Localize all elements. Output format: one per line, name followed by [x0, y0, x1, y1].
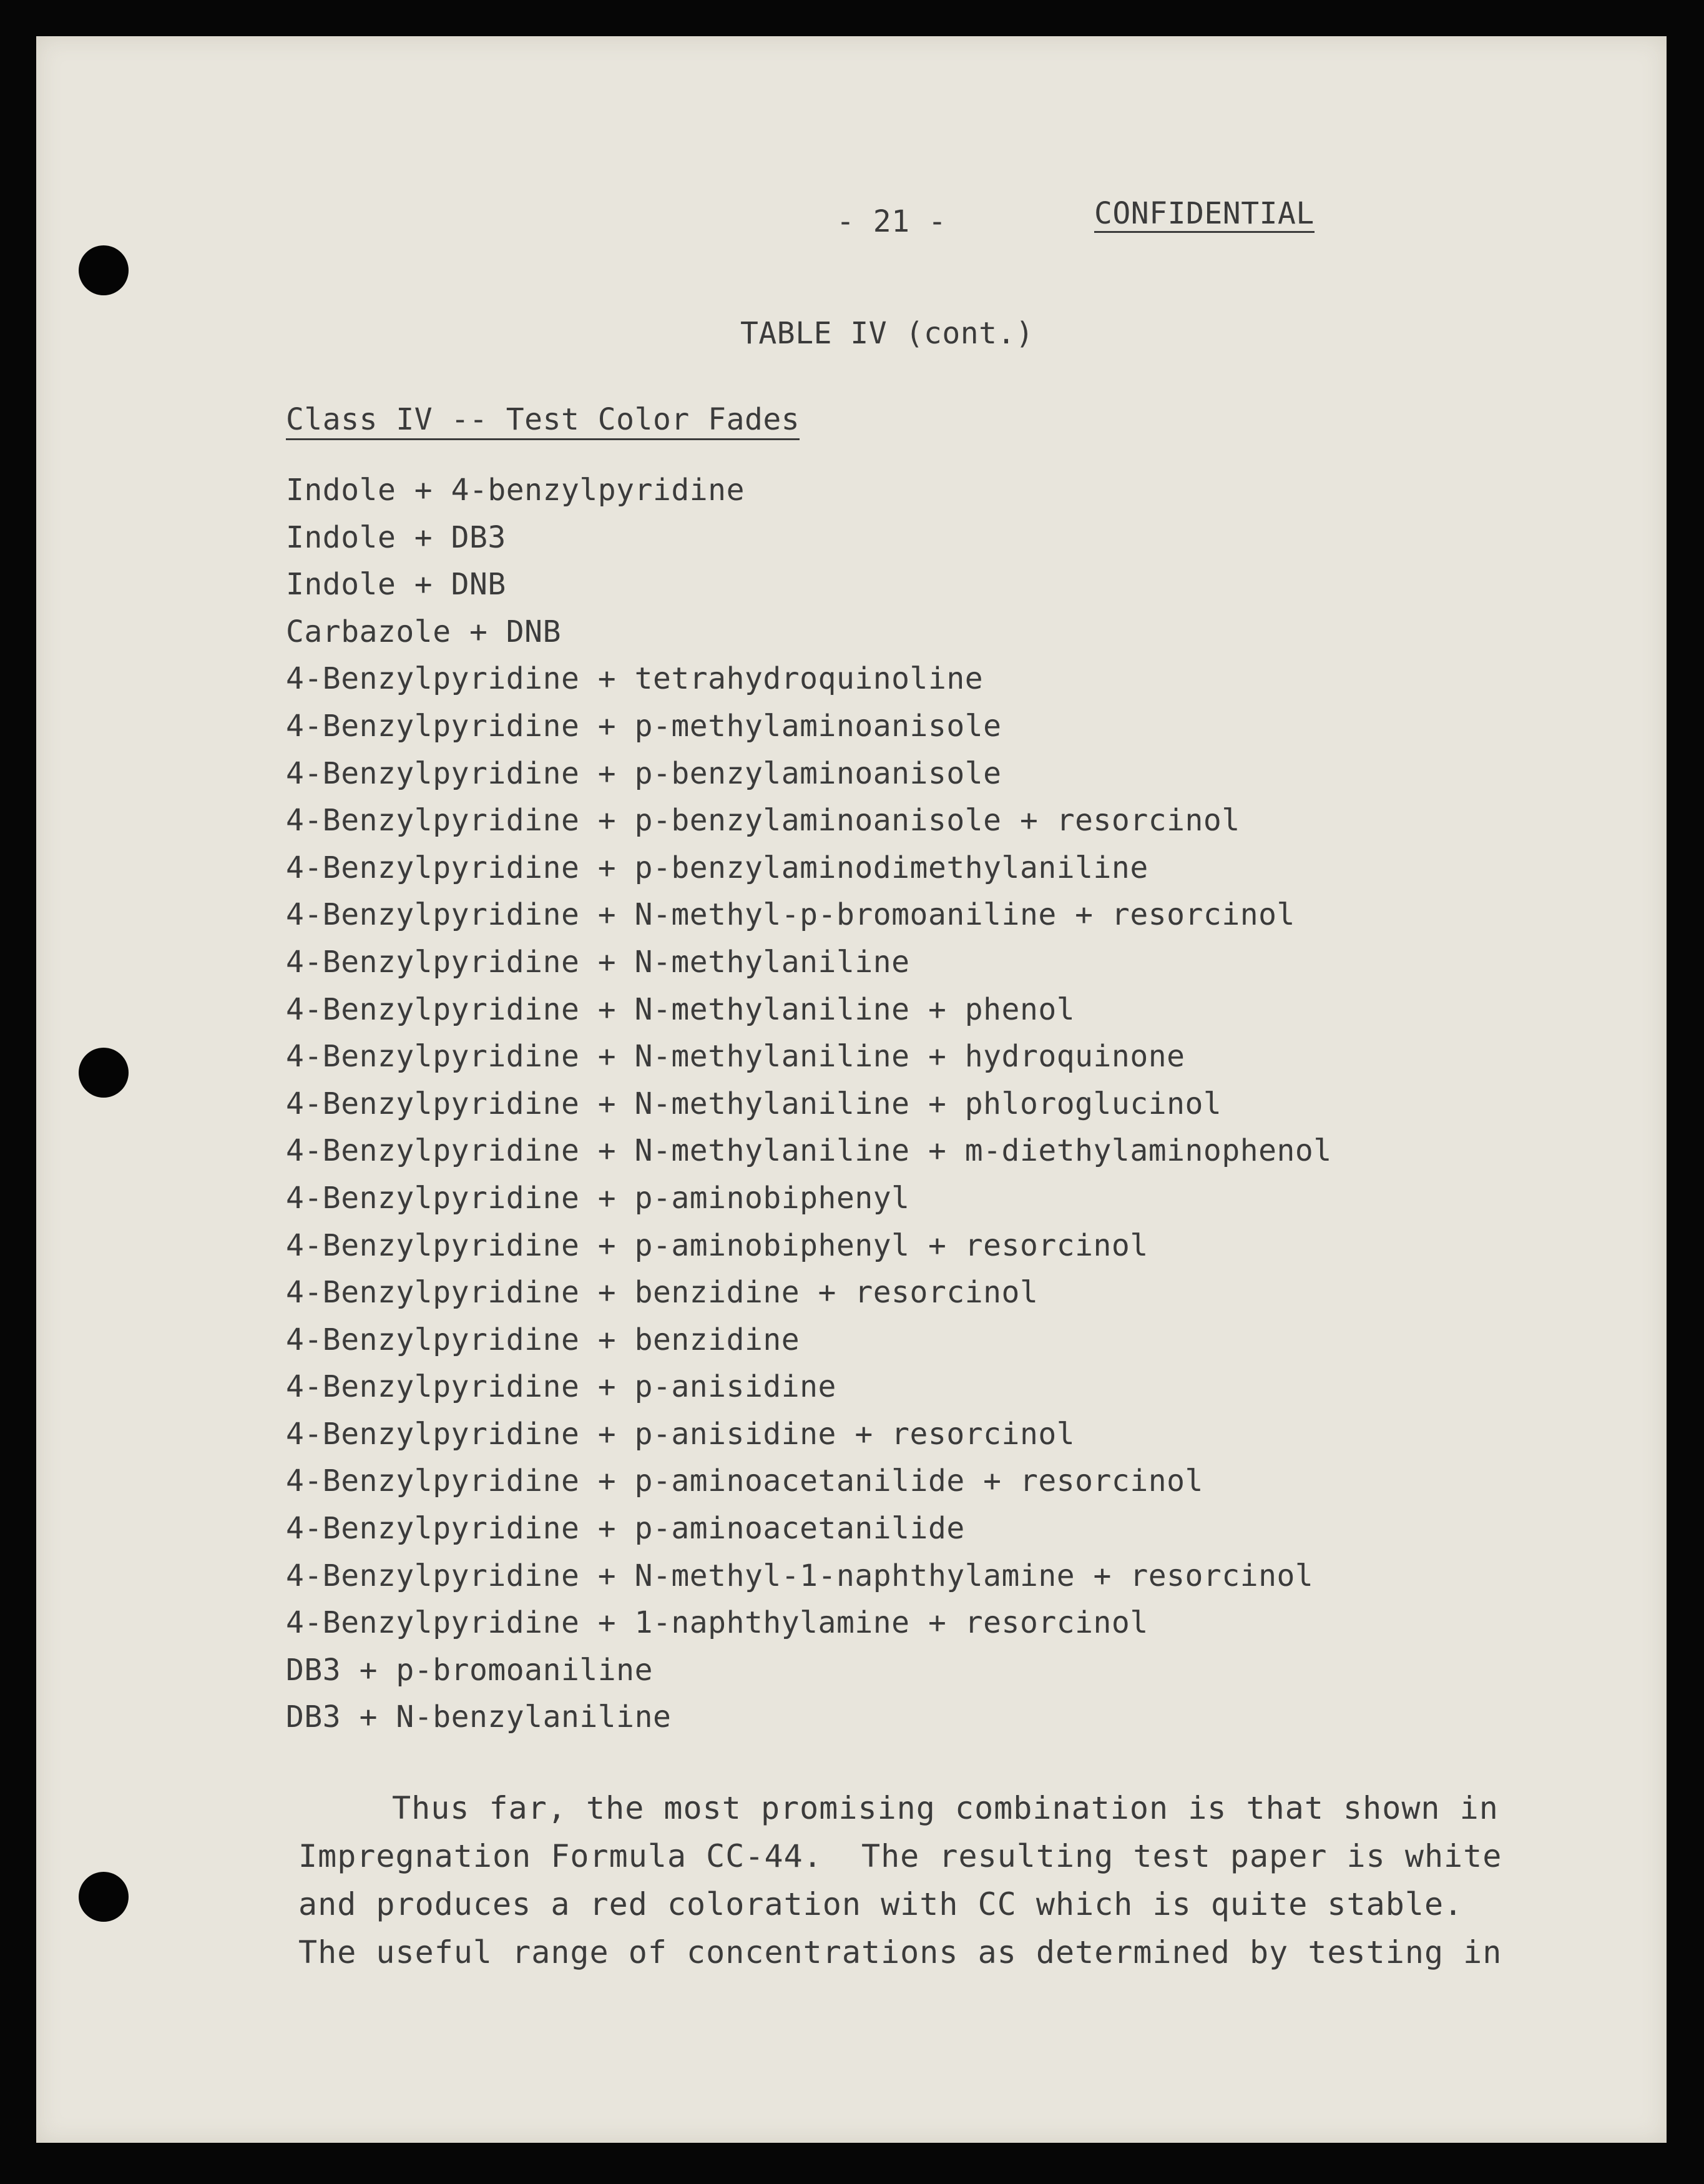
list-item: Carbazole + DNB: [286, 614, 561, 649]
list-item: 4-Benzylpyridine + benzidine + resorcinol: [286, 1275, 1039, 1311]
punch-hole-bottom: [79, 1872, 129, 1922]
list-item: 4-Benzylpyridine + p-benzylaminoanisole + resorcinol: [286, 803, 1240, 839]
combination-list: [286, 467, 1332, 1741]
list-item: 4-Benzylpyridine + p-anisidine: [286, 1369, 836, 1405]
list-item: 4-Benzylpyridine + p-aminobiphenyl + resorcinol: [286, 1227, 1148, 1263]
confidential-stamp: CONFIDENTIAL: [1094, 199, 1315, 233]
list-item: 4-Benzylpyridine + N-methylaniline + m-diethylaminophenol: [286, 1133, 1332, 1169]
class-heading: Class IV -- Test Color Fades: [286, 405, 800, 440]
paragraph-line: and produces a red coloration with CC which is quite stable.: [298, 1886, 1464, 1922]
list-item: 4-Benzylpyridine + N-methyl-1-naphthylamine + resorcinol: [286, 1558, 1314, 1593]
list-item: DB3 + p-bromoaniline: [286, 1652, 653, 1688]
list-item: 4-Benzylpyridine + p-aminoacetanilide + resorcinol: [286, 1463, 1203, 1499]
list-item: DB3 + N-benzylaniline: [286, 1699, 672, 1735]
list-item: 4-Benzylpyridine + tetrahydroquinoline: [286, 661, 984, 697]
list-item: 4-Benzylpyridine + p-aminobiphenyl: [286, 1180, 910, 1216]
list-item: Indole + 4-benzylpyridine: [286, 473, 745, 508]
list-item: 4-Benzylpyridine + N-methylaniline + phloroglucinol: [286, 1086, 1222, 1121]
list-item: 4-Benzylpyridine + p-anisidine + resorcinol: [286, 1416, 1075, 1452]
table-title: TABLE IV (cont.): [740, 316, 1034, 351]
document-page: [36, 36, 1667, 2143]
paragraph-line: The useful range of concentrations as determined by testing in: [298, 1934, 1502, 1970]
list-item: 4-Benzylpyridine + N-methylaniline + phenol: [286, 991, 1075, 1027]
list-item: 4-Benzylpyridine + benzidine: [286, 1322, 800, 1357]
punch-hole-top: [79, 245, 129, 295]
punch-hole-middle: [79, 1048, 129, 1098]
list-item: 4-Benzylpyridine + N-methylaniline + hydroquinone: [286, 1039, 1185, 1075]
page-number: - 21 -: [836, 204, 947, 239]
list-item: 4-Benzylpyridine + 1-naphthylamine + resorcinol: [286, 1605, 1148, 1641]
list-item: Indole + DNB: [286, 567, 506, 603]
paragraph-line: Impregnation Formula CC-44. The resulting test paper is white: [298, 1838, 1502, 1874]
list-item: 4-Benzylpyridine + p-benzylaminodimethylaniline: [286, 850, 1148, 885]
list-item: 4-Benzylpyridine + N-methyl-p-bromoaniline + resorcinol: [286, 897, 1295, 933]
list-item: 4-Benzylpyridine + N-methylaniline: [286, 944, 910, 980]
body-paragraph: [298, 1784, 1502, 1977]
paragraph-line: Thus far, the most promising combination is that shown in: [392, 1790, 1499, 1826]
list-item: 4-Benzylpyridine + p-benzylaminoanisole: [286, 755, 1002, 791]
list-item: 4-Benzylpyridine + p-aminoacetanilide: [286, 1511, 965, 1547]
list-item: 4-Benzylpyridine + p-methylaminoanisole: [286, 708, 1002, 744]
list-item: Indole + DB3: [286, 519, 506, 555]
